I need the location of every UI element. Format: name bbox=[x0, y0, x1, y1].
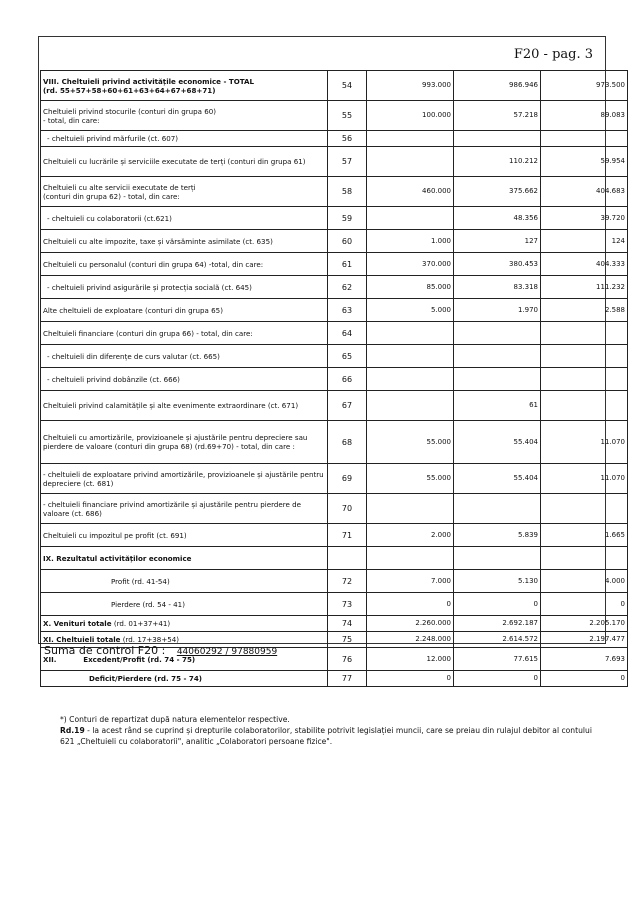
value-c2: 5.839 bbox=[454, 524, 541, 547]
row-number: 68 bbox=[328, 421, 367, 464]
table-row bbox=[41, 71, 628, 101]
row-description-text: Cheltuieli financiare (conturi din grupa 66) - total, din care: bbox=[43, 328, 253, 338]
value-c2: 48.356 bbox=[454, 207, 541, 230]
value-c2: 1.970 bbox=[454, 299, 541, 322]
row-description bbox=[41, 368, 328, 391]
row-description-text: - cheltuieli financiare privind amortizările și ajustările pentru pierdere de valoare (ct. 686) bbox=[43, 499, 301, 518]
value-c1: 1.000 bbox=[367, 230, 454, 253]
row-description-text: Cheltuieli cu alte impozite, taxe și vărsăminte asimilate (ct. 635) bbox=[43, 236, 273, 246]
footnote-2 bbox=[60, 725, 600, 747]
value-c2: 986.946 bbox=[454, 71, 541, 101]
value-c3: 404.683 bbox=[541, 177, 628, 207]
row-description-text: - cheltuieli privind dobânzile (ct. 666) bbox=[47, 374, 180, 384]
row-description-text: - cheltuieli de exploatare privind amortizările, provizioanele și ajustările pentru depreciere (ct. 681) bbox=[43, 469, 324, 488]
value-c1: 12.000 bbox=[367, 648, 454, 671]
value-c2: 5.130 bbox=[454, 570, 541, 593]
row-number: 58 bbox=[328, 177, 367, 207]
row-description bbox=[41, 147, 328, 177]
table-row bbox=[41, 101, 628, 131]
value-c3: 11.070 bbox=[541, 464, 628, 494]
row-number: 69 bbox=[328, 464, 367, 494]
footnote-2-text: - la acest rând se cuprind și drepturile colaboratorilor, stabilite potrivit legislației muncii, care se preiau din rulajul debitor al contului 621 „Cheltuieli cu colaboratorii", analitic „Colaboratori persoane fizice". bbox=[60, 726, 592, 746]
value-c2 bbox=[454, 368, 541, 391]
value-c3 bbox=[541, 345, 628, 368]
value-c3: 4.000 bbox=[541, 570, 628, 593]
value-c3 bbox=[541, 547, 628, 570]
row-description-text: - cheltuieli privind asigurările și protecția socială (ct. 645) bbox=[47, 282, 252, 292]
value-c1: 55.000 bbox=[367, 421, 454, 464]
value-c2: 375.662 bbox=[454, 177, 541, 207]
row-number: 54 bbox=[328, 71, 367, 101]
value-c1 bbox=[367, 368, 454, 391]
row-description-text: - cheltuieli din diferențe de curs valutar (ct. 665) bbox=[47, 351, 220, 361]
row-number: 63 bbox=[328, 299, 367, 322]
table-row bbox=[41, 147, 628, 177]
table-row bbox=[41, 547, 628, 570]
row-description bbox=[41, 547, 328, 570]
row-description-text: Cheltuieli cu impozitul pe profit (ct. 691) bbox=[43, 530, 187, 540]
row-description-text: Cheltuieli cu personalul (conturi din grupa 64) -total, din care: bbox=[43, 259, 264, 269]
row-number: 70 bbox=[328, 494, 367, 524]
row-description-text: Cheltuieli privind stocurile (conturi din grupa 60) - total, din care: bbox=[43, 106, 217, 125]
value-c2: 0 bbox=[454, 671, 541, 687]
value-c1: 55.000 bbox=[367, 464, 454, 494]
row-description-text: Pierdere (rd. 54 - 41) bbox=[111, 599, 185, 609]
control-sum bbox=[44, 644, 277, 657]
table-row bbox=[41, 593, 628, 616]
row-description-text: Cheltuieli privind calamitățile și alte evenimente extraordinare (ct. 671) bbox=[43, 401, 299, 410]
table-row bbox=[41, 464, 628, 494]
value-c3: 2.197.477 bbox=[541, 632, 628, 648]
value-c3: 404.333 bbox=[541, 253, 628, 276]
value-c1 bbox=[367, 345, 454, 368]
table-row bbox=[41, 494, 628, 524]
value-c2: 0 bbox=[454, 593, 541, 616]
row-number: 55 bbox=[328, 101, 367, 131]
row-description bbox=[41, 131, 328, 147]
row-description-text: Profit (rd. 41-54) bbox=[111, 576, 170, 586]
row-description bbox=[41, 593, 328, 616]
value-c1 bbox=[367, 391, 454, 421]
row-description bbox=[41, 253, 328, 276]
value-c1 bbox=[367, 494, 454, 524]
row-number: 61 bbox=[328, 253, 367, 276]
value-c2: 380.453 bbox=[454, 253, 541, 276]
value-c3: 124 bbox=[541, 230, 628, 253]
value-c1: 0 bbox=[367, 671, 454, 687]
value-c3: 111.232 bbox=[541, 276, 628, 299]
row-description-text: - cheltuieli cu colaboratorii (ct.621) bbox=[47, 213, 172, 223]
row-description-text: Excedent/Profit (rd. 74 - 75) bbox=[83, 654, 196, 664]
row-description-text: Cheltuieli cu alte servicii executate de terți (conturi din grupa 62) - total, din care: bbox=[43, 182, 196, 201]
table-row bbox=[41, 671, 628, 687]
value-c1: 7.000 bbox=[367, 570, 454, 593]
value-c3: 39.720 bbox=[541, 207, 628, 230]
row-number: 62 bbox=[328, 276, 367, 299]
row-number: 65 bbox=[328, 345, 367, 368]
table-row bbox=[41, 570, 628, 593]
table-row bbox=[41, 207, 628, 230]
row-description bbox=[41, 345, 328, 368]
value-c3: 2.588 bbox=[541, 299, 628, 322]
footnote-1: *) Conturi de repartizat după natura elementelor respective. bbox=[60, 715, 290, 724]
table-row bbox=[41, 299, 628, 322]
value-c2: 61 bbox=[454, 391, 541, 421]
table-row bbox=[41, 616, 628, 632]
row-description-text: Cheltuieli cu lucrările și serviciile executate de terți (conturi din grupa 61) bbox=[43, 157, 306, 166]
value-c1: 2.248.000 bbox=[367, 632, 454, 648]
value-c3: 11.070 bbox=[541, 421, 628, 464]
table-row bbox=[41, 391, 628, 421]
row-number: 77 bbox=[328, 671, 367, 687]
row-description-text: Deficit/Pierdere (rd. 75 - 74) bbox=[89, 674, 203, 683]
value-c3 bbox=[541, 494, 628, 524]
value-c2: 2.614.572 bbox=[454, 632, 541, 648]
table-row bbox=[41, 421, 628, 464]
value-c2: 55.404 bbox=[454, 464, 541, 494]
row-number: 75 bbox=[328, 632, 367, 648]
row-description bbox=[41, 230, 328, 253]
row-description bbox=[41, 322, 328, 345]
row-section-heading: XI. Cheltuieli totale bbox=[43, 635, 121, 644]
table-row bbox=[41, 322, 628, 345]
table-row bbox=[41, 524, 628, 547]
value-c2: 110.212 bbox=[454, 147, 541, 177]
row-section-heading: X. Venituri totale bbox=[43, 619, 112, 628]
value-c2: 77.615 bbox=[454, 648, 541, 671]
value-c3: 1.665 bbox=[541, 524, 628, 547]
row-description bbox=[41, 276, 328, 299]
row-number: 67 bbox=[328, 391, 367, 421]
row-number: 73 bbox=[328, 593, 367, 616]
row-description-text: IX. Rezultatul activităților economice bbox=[43, 553, 192, 563]
value-c1: 2.000 bbox=[367, 524, 454, 547]
value-c3: 7.693 bbox=[541, 648, 628, 671]
value-c3: 0 bbox=[541, 593, 628, 616]
value-c1 bbox=[367, 207, 454, 230]
table-row bbox=[41, 230, 628, 253]
control-sum-label: Suma de control F20 : bbox=[44, 644, 166, 657]
control-sum-code: 44060292 / 97880959 bbox=[176, 647, 278, 657]
expenses-table bbox=[40, 70, 628, 687]
row-description bbox=[41, 299, 328, 322]
row-description-text: (rd. 17+38+54) bbox=[122, 635, 180, 644]
row-description-text: VIII. Cheltuieli privind activitățile economice - TOTAL (rd. 55+57+58+60+61+63+64+67+68+71) bbox=[43, 76, 255, 95]
row-description bbox=[41, 524, 328, 547]
value-c2 bbox=[454, 345, 541, 368]
value-c3: 2.205.170 bbox=[541, 616, 628, 632]
table-row bbox=[41, 276, 628, 299]
table-row bbox=[41, 131, 628, 147]
row-number: 66 bbox=[328, 368, 367, 391]
value-c1 bbox=[367, 322, 454, 345]
table-row bbox=[41, 177, 628, 207]
value-c1: 460.000 bbox=[367, 177, 454, 207]
row-description bbox=[41, 391, 328, 421]
value-c1: 85.000 bbox=[367, 276, 454, 299]
row-number: 60 bbox=[328, 230, 367, 253]
value-c1: 993.000 bbox=[367, 71, 454, 101]
table-row bbox=[41, 368, 628, 391]
row-number: 72 bbox=[328, 570, 367, 593]
value-c3: 973.500 bbox=[541, 71, 628, 101]
value-c1 bbox=[367, 147, 454, 177]
value-c3 bbox=[541, 131, 628, 147]
row-section-heading: XII. bbox=[43, 654, 57, 664]
page-label: F20 - pag. 3 bbox=[513, 47, 593, 62]
value-c2: 57.218 bbox=[454, 101, 541, 131]
row-description bbox=[41, 101, 328, 131]
value-c3: 0 bbox=[541, 671, 628, 687]
value-c2: 83.318 bbox=[454, 276, 541, 299]
value-c3: 89.083 bbox=[541, 101, 628, 131]
row-number bbox=[328, 547, 367, 570]
footnote-2-ref: Rd.19 bbox=[60, 726, 85, 735]
row-description bbox=[41, 71, 328, 101]
row-description-text: - cheltuieli privind mărfurile (ct. 607) bbox=[47, 134, 179, 143]
row-number: 76 bbox=[328, 648, 367, 671]
row-description-text: (rd. 01+37+41) bbox=[113, 619, 171, 628]
row-description bbox=[41, 177, 328, 207]
row-description bbox=[41, 671, 328, 687]
value-c3 bbox=[541, 368, 628, 391]
value-c3: 59.954 bbox=[541, 147, 628, 177]
value-c1: 0 bbox=[367, 593, 454, 616]
table-row bbox=[41, 345, 628, 368]
value-c2 bbox=[454, 494, 541, 524]
value-c2 bbox=[454, 322, 541, 345]
value-c2: 2.692.187 bbox=[454, 616, 541, 632]
row-number: 57 bbox=[328, 147, 367, 177]
value-c1: 2.260.000 bbox=[367, 616, 454, 632]
row-description-text: Alte cheltuieli de exploatare (conturi din grupa 65) bbox=[43, 305, 223, 315]
value-c3 bbox=[541, 322, 628, 345]
table-row bbox=[41, 253, 628, 276]
row-number: 59 bbox=[328, 207, 367, 230]
row-description bbox=[41, 421, 328, 464]
row-description bbox=[41, 616, 328, 632]
row-number: 64 bbox=[328, 322, 367, 345]
row-number: 74 bbox=[328, 616, 367, 632]
row-description bbox=[41, 464, 328, 494]
footnotes bbox=[60, 714, 600, 747]
value-c2: 127 bbox=[454, 230, 541, 253]
row-description bbox=[41, 207, 328, 230]
value-c1: 5.000 bbox=[367, 299, 454, 322]
row-description bbox=[41, 570, 328, 593]
value-c1 bbox=[367, 131, 454, 147]
value-c3 bbox=[541, 391, 628, 421]
row-number: 71 bbox=[328, 524, 367, 547]
value-c1 bbox=[367, 547, 454, 570]
value-c1: 100.000 bbox=[367, 101, 454, 131]
row-description-text: Cheltuieli cu amortizările, provizioanele și ajustările pentru depreciere sau pierdere de valoare (conturi din grupa 68) (rd.69+70) - total, din care : bbox=[43, 433, 308, 451]
value-c2 bbox=[454, 547, 541, 570]
value-c2 bbox=[454, 131, 541, 147]
row-description bbox=[41, 494, 328, 524]
value-c2: 55.404 bbox=[454, 421, 541, 464]
value-c1: 370.000 bbox=[367, 253, 454, 276]
row-number: 56 bbox=[328, 131, 367, 147]
